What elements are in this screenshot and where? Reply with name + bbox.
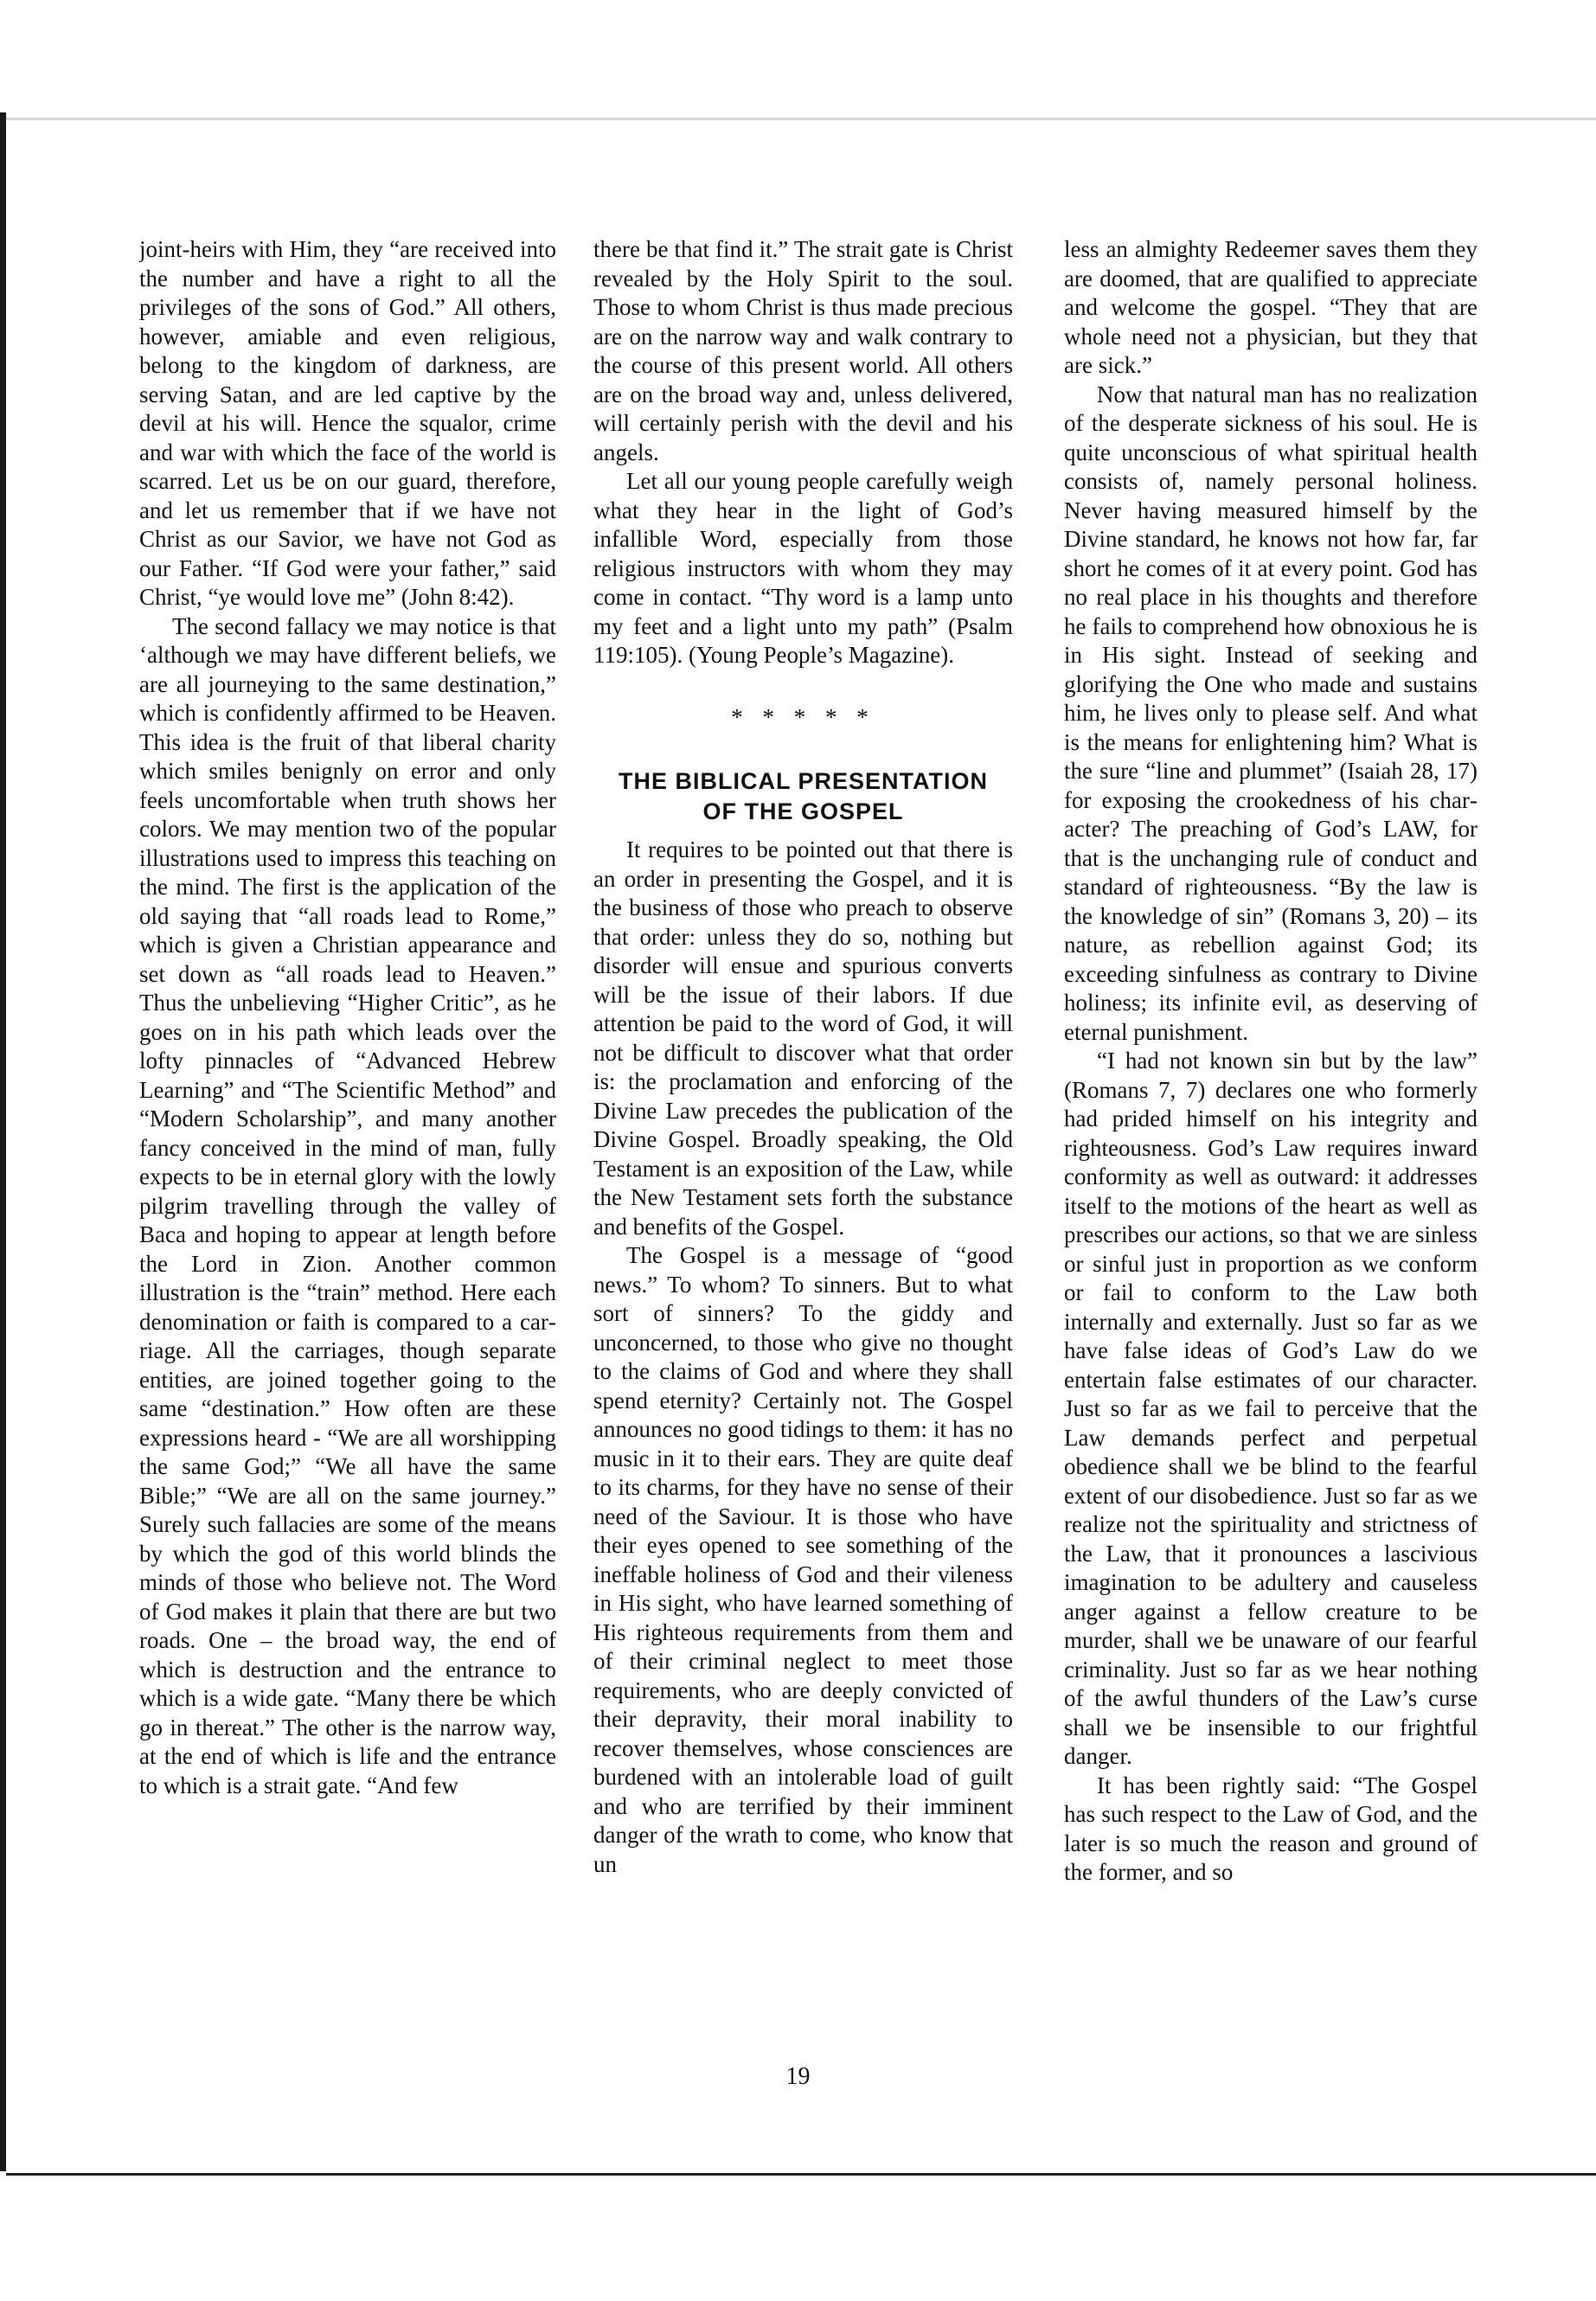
paragraph: The Gospel is a message of “good news.” To whom? To sinners. But to what sort of sinners? To the giddy and unconcerned, to those who give no thought to the claims of God and where they shall spend eternity? Certainly not. The Gospel announces no good tidings to them: it has no music in it to their ears. They are quite deaf to its charms, for they have no sense of their need of the Saviour. It is those who have their eyes opened to see something of the ineffable holiness of God and their vileness in His sight, who have learned something of His righteous requirements from them and of their criminal neglect to meet those requirements, who are deeply convicted of their depravity, their moral inability to recover themselves, whose consciences are burdened with an intolerable load of guilt and who are terrified by their imminent danger of the wrath to come, who know that un <box>593 1242 1013 1877</box>
text-column-2 <box>593 235 1013 2048</box>
scan-edge-left <box>0 112 6 2171</box>
article-heading-line-1: THE BIBLICAL PRESENTATION <box>618 768 988 794</box>
text-column-3 <box>1064 235 1477 2048</box>
article-heading <box>593 766 1013 827</box>
paragraph: there be that find it.” The strait gate is Christ revealed by the Holy Spirit to the soul. Those to whom Christ is thus made precious are on the narrow way and walk contrary to the course of this present world. All others are on the broad way and, unless delivered, will certainly perish with the devil and his angels. <box>593 236 1013 465</box>
paragraph: less an almighty Redeemer saves them they are doomed, that are qualified to appreciate and welcome the gospel. “They that are whole need not a physician, but they that are sick.” <box>1064 236 1477 378</box>
text-column-1 <box>139 235 556 2048</box>
paragraph: Now that natural man has no realization of the desperate sickness of his soul. He is quite unconscious of what spiritual health consists of, namely personal holiness. Never having measured himself by the Divine standard, he knows not how far, far short he comes of it at every point. God has no real place in his thoughts and therefore he fails to comprehend how obnoxious he is in His sight. Instead of seeking and glorifying the One who made and sustains him, he lives only to please self. And what is the means for enlightening him? What is the sure “line and plummet” (Isaiah 28, 17) for exposing the crookedness of his character? The preaching of God’s LAW, for that is the unchanging rule of conduct and standard of righteousness. “By the law is the knowledge of sin” (Romans 3, 20) – its nature, as rebellion against God; its exceeding sinfulness as contrary to Divine holiness; its infinite evil, as deserving of eternal punishment. <box>1064 381 1477 1045</box>
page-number: 19 <box>785 2063 811 2090</box>
paragraph: It requires to be pointed out that there is an order in presenting the Gospel, and it is the business of those who preach to observe that order: unless they do so, nothing but disorder will ensue and spurious converts will be the issue of their labors. If due attention be paid to the word of God, it will not be difficult to discover what that order is: the proclamation and enforcing of the Divine Law precedes the publication of the Divine Gospel. Broadly speaking, the Old Testament is an exposition of the Law, while the New Testament sets forth the substance and benefits of the Gospel. <box>593 836 1013 1240</box>
paragraph: “I had not known sin but by the law” (Romans 7, 7) declares one who formerly had prided himself on his integrity and righteousness. God’s Law requires inward conformity as well as outward: it addresses itself to the motions of the heart as well as prescribes our actions, so that we are sinless or sinful just in proportion as we conform or fail to conform to the Law both internally and externally. Just so far as we have false ideas of God’s Law do we entertain false estimates of our character. Just so far as we fail to perceive that the Law demands perfect and perpetual obedience shall we be blind to the fearful extent of our disobedience. Just so far as we realize not the spirituality and strictness of the Law, that it pronounces a lascivious imagination to be adultery and causeless anger against a fellow creature to be murder, shall we be unaware of our fearful criminality. Just so far as we hear nothing of the awful thunders of the Law’s curse shall we be insensible to our frightful danger. <box>1064 1048 1477 1769</box>
scan-edge-bottom <box>6 2173 1596 2176</box>
paragraph: It has been rightly said: “The Gospel has such respect to the Law of God, and the later is so much the reason and ground of the former, and so <box>1064 1772 1477 1885</box>
paragraph: Let all our young people carefully weigh what they hear in the light of God’s infallible Word, especially from those religious instructors with whom they may come in contact. “Thy word is a lamp unto my feet and a light unto my path” (Psalm 119:105). (Young People’s Magazine). <box>593 468 1013 668</box>
article-heading-line-2: OF THE GOSPEL <box>702 798 904 824</box>
section-separator: * * * * * <box>731 703 875 730</box>
paragraph: The second fallacy we may notice is that ‘although we may have different beliefs, we are all journeying to the same destination,” which is confidently affirmed to be Heaven. This idea is the fruit of that liberal charity which smiles benignly on error and only feels uncomfortable when truth shows her colors. We may mention two of the popular illustrations used to impress this teaching on the mind. The first is the application of the old saying that “all roads lead to Rome,” which is given a Christian appearance and set down as “all roads lead to Heaven.” Thus the unbelieving “Higher Critic”, as he goes on in his path which leads over the lofty pinnacles of “Advanced Hebrew Learning” and “The Scientific Method” and “Modern Scholarship”, and many another fancy conceived in the mind of man, fully expects to be in eternal glory with the lowly pilgrim travelling through the valley of Baca and hoping to appear at length before the Lord in Zion. Another common illustration is the “train” method. Here each denomination or faith is compared to a carriage. All the carriages, though separate entities, are joined together going to the same “destination.” How often are these expressions heard - “We are all worshipping the same God;” “We all have the same Bible;” “We are all on the same journey.” Surely such fallacies are some of the means by which the god of this world blinds the minds of those who believe not. The Word of God makes it plain that there are but two roads. One – the broad way, the end of which is destruction and the entrance to which is a wide gate. “Many there be which go in thereat.” The other is the narrow way, at the end of which is life and the entrance to which is a strait gate. “And few <box>139 612 556 1798</box>
scan-edge-top <box>6 118 1596 120</box>
paragraph: joint-heirs with Him, they “are received into the number and have a right to all the privileges of the sons of God.” All others, however, amiable and even religious, belong to the kingdom of darkness, are serving Satan, and are led captive by the devil at his will. Hence the squalor, crime and war with which the face of the world is scarred. Let us be on our guard, therefore, and let us remember that if we have not Christ as our Savior, we have not God as our Father. “If God were your father,” said Christ, “ye would love me” (John 8:42). <box>139 236 556 610</box>
